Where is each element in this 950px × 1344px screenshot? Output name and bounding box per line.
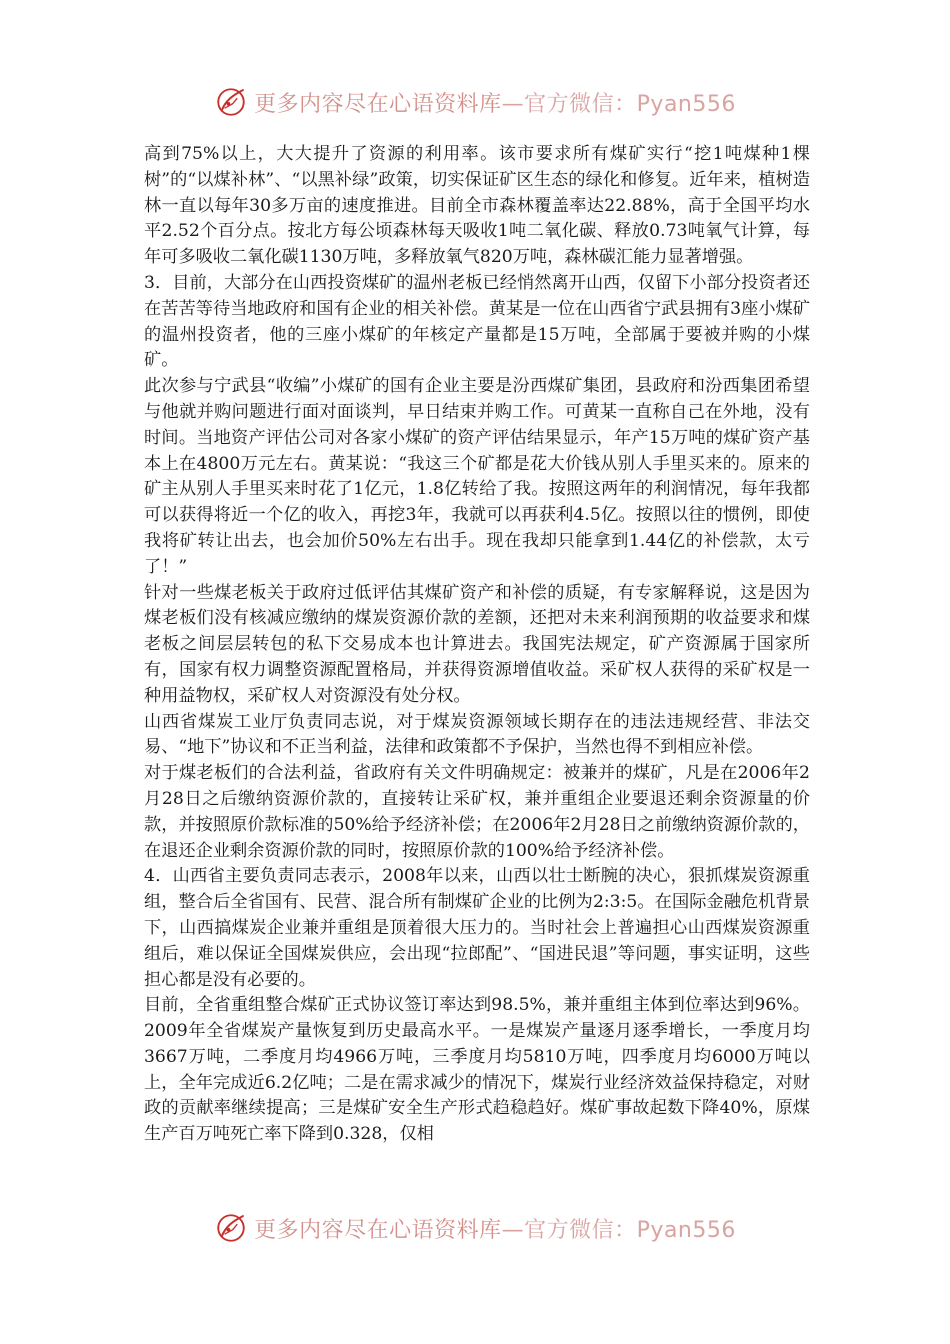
- paragraph: 山西省煤炭工业厅负责同志说，对于煤炭资源领域长期存在的违法违规经营、非法交易、“地下”协议和不正当利益，法律和政策都不予保护，当然也得不到相应补偿。: [144, 711, 810, 758]
- banner-handle: Pyan556: [636, 91, 736, 117]
- banner-text: [254, 1213, 736, 1244]
- banner-dash: —: [501, 1217, 525, 1243]
- banner-suffix: 官方微信：: [524, 1217, 637, 1243]
- brand-logo-icon: [214, 85, 248, 119]
- paragraph: 3．目前，大部分在山西投资煤矿的温州老板已经悄然离开山西，仅留下小部分投资者还在苦苦等待当地政府和国有企业的相关补偿。黄某是一位在山西省宁武县拥有3座小煤矿的温州投资者，他的三座小煤矿的年核定产量都是15万吨，全部属于要被并购的小煤矿。: [144, 272, 810, 371]
- paragraph: 高到75%以上，大大提升了资源的利用率。该市要求所有煤矿实行“挖1吨煤种1棵树”的“以煤补林”、“以黑补绿”政策，切实保证矿区生态的绿化和修复。近年来，植树造林一直以每年30多万亩的速度推进。目前全市森林覆盖率达22.88%，高于全国平均水平2.52个百分点。按北方每公顷森林每天吸收1吨二氧化碳、释放0.73吨氧气计算，每年可多吸收二氧化碳1130万吨，多释放氧气820万吨，森林碳汇能力显著增强。: [144, 144, 810, 268]
- paragraph: 针对一些煤老板关于政府过低评估其煤矿资产和补偿的质疑，有专家解释说，这是因为煤老板们没有核减应缴纳的煤炭资源价款的差额，还把对未来利润预期的收益要求和煤老板之间层层转包的私下交易成本也计算进去。我国宪法规定，矿产资源属于国家所有，国家有权力调整资源配置格局，并获得资源增值收益。采矿权人获得的采矿权是一种用益物权，采矿权人对资源没有处分权。: [144, 582, 810, 706]
- banner-handle: Pyan556: [636, 1217, 736, 1243]
- paragraph: 4．山西省主要负责同志表示，2008年以来，山西以壮士断腕的决心，狠抓煤炭资源重组，整合后全省国有、民营、混合所有制煤矿企业的比例为2:3:5。在国际金融危机背景下，山西搞煤炭企业兼并重组是顶着很大压力的。当时社会上普遍担心山西煤炭资源重组后，难以保证全国煤炭供应，会出现“拉郎配”、“国进民退”等问题，事实证明，这些担心都是没有必要的。: [144, 866, 810, 990]
- paragraph: 此次参与宁武县“收编”小煤矿的国有企业主要是汾西煤矿集团，县政府和汾西集团希望与他就并购问题进行面对面谈判，早日结束并购工作。可黄某一直称自己在外地，没有时间。当地资产评估公司对各家小煤矿的资产评估结果显示，年产15万吨的煤矿资产基本上在4800万元左右。黄某说：“我这三个矿都是花大价钱从别人手里买来的。原来的矿主从别人手里买来时花了1亿元，1.8亿转给了我。按照这两年的利润情况，每年我都可以获得将近一个亿的收入，再挖3年，我就可以再获利4.5亿。按照以往的惯例，即使我将矿转让出去，也会加价50%左右出手。现在我却只能拿到1.44亿的补偿款，太亏了！”: [144, 376, 810, 577]
- paragraph: 对于煤老板们的合法利益，省政府有关文件明确规定：被兼并的煤矿，凡是在2006年2月28日之后缴纳资源价款的，直接转让采矿权，兼并重组企业要退还剩余资源量的价款，并按照原价款标准的50%给予经济补偿；在2006年2月28日之前缴纳资源价款的，在退还企业剩余资源价款的同时，按照原价款的100%给予经济补偿。: [144, 763, 810, 861]
- document-body: [144, 142, 810, 1148]
- header-banner: [0, 82, 950, 122]
- footer-banner: [0, 1208, 950, 1248]
- banner-suffix: 官方微信：: [524, 91, 637, 117]
- brand-logo-icon: [214, 1211, 248, 1245]
- paragraph: 目前，全省重组整合煤矿正式协议签订率达到98.5%，兼并重组主体到位率达到96%。2009年全省煤炭产量恢复到历史最高水平。一是煤炭产量逐月逐季增长，一季度月均3667万吨，二季度月均4966万吨，三季度月均5810万吨，四季度月均6000万吨以上，全年完成近6.2亿吨；二是在需求减少的情况下，煤炭行业经济效益保持稳定，对财政的贡献率继续提高；三是煤矿安全生产形式趋稳趋好。煤矿事故起数下降40%，原煤生产百万吨死亡率下降到0.328，仅相: [144, 995, 810, 1145]
- banner-main-text: 更多内容尽在心语资料库: [254, 1217, 502, 1243]
- banner-text: [254, 87, 736, 118]
- banner-main-text: 更多内容尽在心语资料库: [254, 91, 502, 117]
- banner-dash: —: [501, 91, 525, 117]
